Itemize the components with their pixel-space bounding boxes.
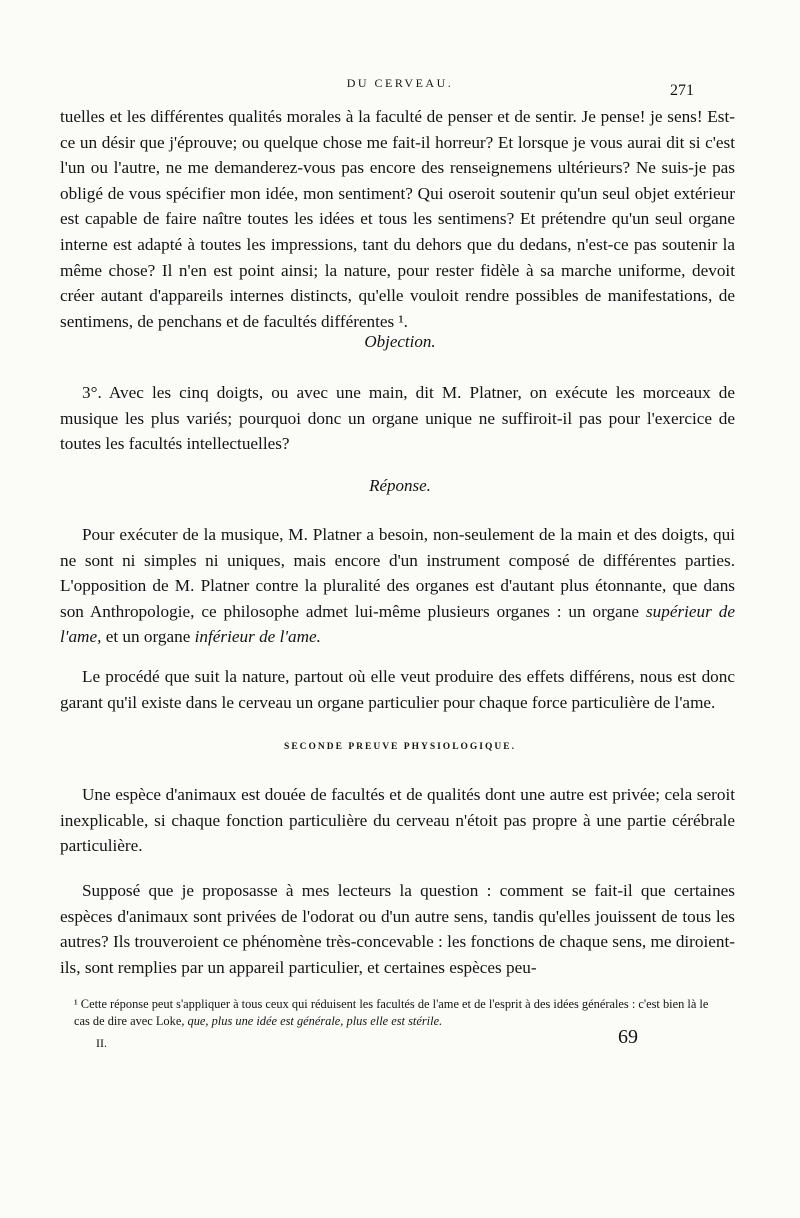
footnote — [74, 996, 714, 1030]
sheet-number: 69 — [618, 1026, 638, 1048]
footnote-text: ¹ Cette réponse peut s'appliquer à tous ceux qui réduisent les facultés de l'ame et de l'esprit à des idées générales : c'est bien là le cas de dire avec Loke, — [74, 997, 709, 1028]
page-number: 271 — [670, 82, 694, 99]
paragraph-procede: Le procédé que suit la nature, partout où elle veut produire des effets différens, nous est donc garant qu'il existe dans le cerveau un organe particulier pour chaque force particulière de l'ame. — [60, 667, 735, 712]
paragraph-continuation: tuelles et les différentes qualités morales à la faculté de penser et de sentir. Je pense! je sens! Est-ce un désir que j'éprouve; ou quelque chose me fait-il horreur? Et lorsque je vous aurai dit si c'est l'un ou l'autre, ne me demanderez-vous pas encore des renseignemens ultérieurs? Ne suis-je pas obligé de vous spécifier mon idée, mon sentiment? Qui oseroit soutenir qu'un seul objet extérieur est capable de faire naître toutes les idées et tous les sentimens? Et prétendre qu'un seul organe interne est adapté à toutes les impressions, tant du dehors que du dedans, n'est-ce pas soutenir la même chose? Il n'en est point ainsi; la nature, pour rester fidèle à sa marche uniforme, devoit créer autant d'appareils internes distincts, qu'elle vouloit rendre possibles de manifestations, de sentimens, de penchans et de facultés différentes ¹. — [60, 107, 735, 331]
reponse-italic-superieur: supérieur de l'ame, — [60, 601, 735, 647]
running-head: DU CERVEAU. — [346, 76, 454, 90]
reponse-text-start: Pour exécuter de la musique, M. Platner a besoin, non-seulement de la main et des doigts, qui ne sont ni simples ni uniques, mais encore d'un instrument composé de différentes parties. L'opposition de M. Platner contre la pluralité des organes est d'autant plus étonnante, que dans son Anthropologie, ce philosophe admet lui-même plusieurs organes : un organe — [60, 525, 735, 621]
heading-seconde-preuve: SECONDE PREUVE PHYSIOLOGIQUE. — [284, 742, 516, 752]
paragraph-espece: Une espèce d'animaux est douée de facultés et de qualités dont une autre est privée; cela seroit inexplicable, si chaque fonction particulière du cerveau n'étoit pas propre à une partie cérébrale particulière. — [60, 785, 735, 856]
paragraph-objection: 3°. Avec les cinq doigts, ou avec une main, dit M. Platner, on exécute les morceaux de musique les plus variés; pourquoi donc un organe unique ne suffiroit-il pas pour l'exercice de toutes les facultés intellectuelles? — [60, 383, 735, 454]
heading-reponse: Réponse. — [369, 476, 431, 495]
reponse-text-mid: et un organe — [105, 627, 191, 647]
paragraph-reponse — [60, 522, 735, 650]
heading-objection: Objection. — [364, 332, 436, 351]
footnote-quote: que, plus une idée est générale, plus elle est stérile. — [187, 1014, 443, 1028]
reponse-italic-inferieur: inférieur de l'ame. — [194, 627, 321, 647]
paragraph-suppose: Supposé que je proposasse à mes lecteurs la question : comment se fait-il que certaines espèces d'animaux sont privées de l'odorat ou d'un autre sens, tandis qu'elles jouissent de tous les autres? Ils trouveroient ce phénomène très-concevable : les fonctions de chaque sens, me diroient-ils, sont remplies par un appareil particulier, et certaines espèces peu- — [60, 881, 735, 977]
volume-mark: II. — [96, 1036, 107, 1050]
